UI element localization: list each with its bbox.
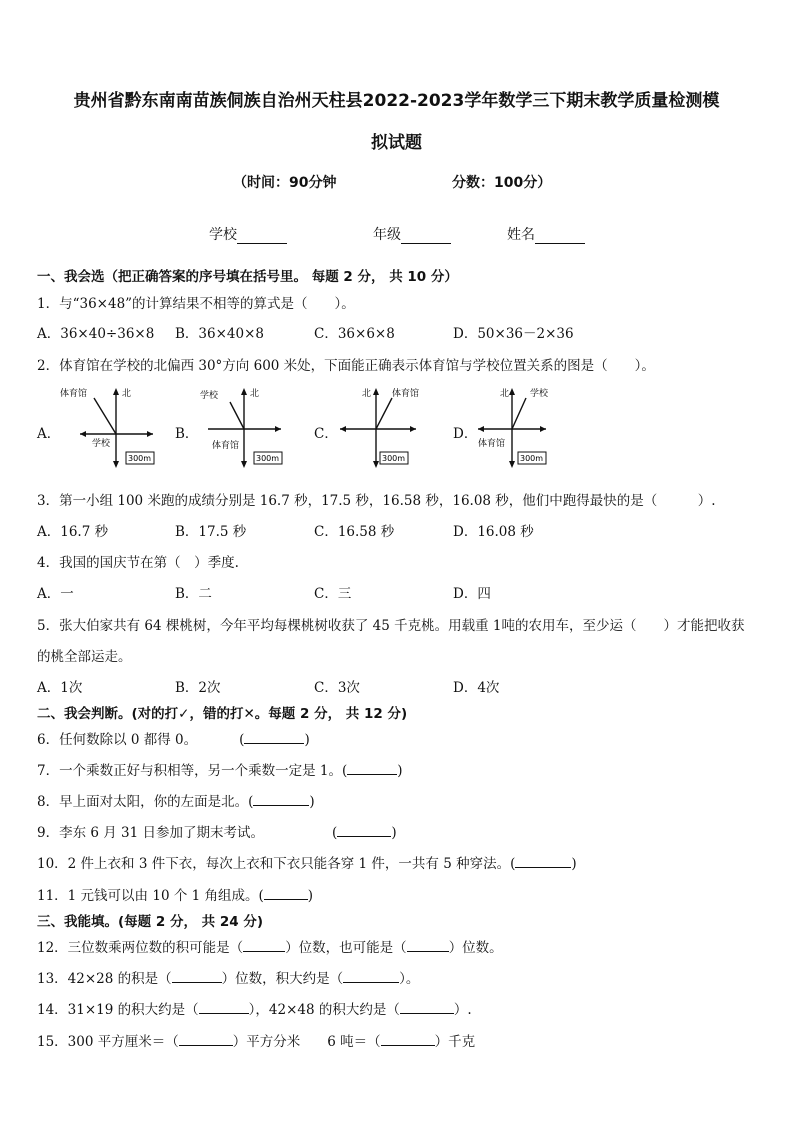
q3-option-d[interactable]: D．16.08 秒 [453, 524, 534, 540]
diagram-a [58, 384, 208, 474]
q2-option-b[interactable]: B． [175, 426, 199, 442]
q3-option-c[interactable]: C．16.58 秒 [314, 524, 395, 540]
q5-option-d[interactable]: D．4次 [453, 680, 500, 696]
section2-heading: 二、我会判断。(对的打✓，错的打✕。每题 2 分， 共 12 分) [37, 706, 408, 722]
exam-score: 分数：100分） [452, 175, 552, 191]
diagram-d [474, 384, 624, 474]
q10-answer-blank[interactable] [515, 854, 571, 868]
q15-blank-2[interactable] [381, 1032, 435, 1046]
diagram-d-label-school: 学校 [530, 389, 549, 399]
q1-option-d[interactable]: D．50×36－2×36 [453, 326, 574, 342]
question-8: 8．早上面对太阳，你的左面是北。( ) [37, 794, 315, 810]
question-3: 3．第一小组 100 米跑的成绩分别是 16.7 秒，17.5 秒，16.58 秒，16.08 秒，他们中跑得最快的是（ ）. [37, 493, 716, 509]
q4-option-a[interactable]: A．一 [37, 586, 74, 602]
diagram-b-label-school: 学校 [200, 391, 219, 401]
q14-blank-2[interactable] [400, 1000, 454, 1014]
diagram-c-label-gym: 体育馆 [392, 389, 420, 399]
q4-option-d[interactable]: D．四 [453, 586, 491, 602]
question-10: 10．2 件上衣和 3 件下衣，每次上衣和下衣只能各穿 1 件，一共有 5 种穿法。( ) [37, 856, 577, 872]
q5-option-a[interactable]: A．1次 [37, 680, 83, 696]
exam-title-line2: 拟试题 [371, 133, 422, 153]
q2-option-d[interactable]: D． [453, 426, 478, 442]
diagram-a-scale: 300m [128, 454, 152, 463]
question-11: 11．1 元钱可以由 10 个 1 角组成。( ) [37, 888, 314, 904]
school-label: 学校 [209, 227, 237, 243]
question-5: 5．张大伯家共有 64 棵桃树，今年平均每棵桃树收获了 45 千克桃。用载重 1吨的农用车，至少运（ ）才能把收获 [37, 618, 745, 634]
section3-heading: 三、我能填。(每题 2 分， 共 24 分) [37, 914, 264, 930]
diagram-c-label-north: 北 [362, 389, 372, 399]
question-13: 13．42×28 的积是（ ）位数，积大约是（ ）。 [37, 971, 420, 987]
q12-blank-1[interactable] [243, 938, 285, 952]
diagram-b-scale: 300m [256, 454, 280, 463]
q3-option-b[interactable]: B．17.5 秒 [175, 524, 247, 540]
q14-blank-1[interactable] [199, 1000, 249, 1014]
q13-blank-1[interactable] [172, 969, 222, 983]
diagram-d-label-gym: 体育馆 [478, 439, 506, 449]
q2-option-a[interactable]: A． [37, 426, 61, 442]
q4-option-c[interactable]: C．三 [314, 586, 352, 602]
diagram-d-label-north: 北 [500, 389, 510, 399]
question-6: 6．任何数除以 0 都得 0。 ( ) [37, 732, 310, 748]
q9-answer-blank[interactable] [337, 823, 391, 837]
diagram-b-label-north: 北 [250, 389, 260, 399]
question-7: 7．一个乘数正好与积相等，另一个乘数一定是 1。( ) [37, 763, 403, 779]
q13-blank-2[interactable] [343, 969, 399, 983]
school-field[interactable] [209, 224, 287, 244]
q12-blank-2[interactable] [407, 938, 449, 952]
question-12: 12．三位数乘两位数的积可能是（ ）位数，也可能是（ ）位数。 [37, 940, 503, 956]
name-field[interactable] [507, 224, 585, 244]
exam-time: （时间：90分钟 [233, 175, 337, 191]
q7-answer-blank[interactable] [347, 761, 397, 775]
diagram-a-label-north: 北 [122, 389, 132, 399]
q15-blank-1[interactable] [179, 1032, 233, 1046]
diagram-b-label-gym: 体育馆 [212, 441, 240, 451]
q5-option-b[interactable]: B．2次 [175, 680, 221, 696]
diagram-c-scale: 300m [382, 454, 406, 463]
q11-answer-blank[interactable] [264, 886, 308, 900]
question-9: 9．李东 6 月 31 日参加了期末考试。 ( ) [37, 825, 397, 841]
diagram-a-label-school: 学校 [92, 439, 111, 449]
question-15: 15．300 平方厘米＝（ ）平方分米 6 吨＝（ ）千克 [37, 1034, 476, 1050]
question-5-cont: 的桃全部运走。 [37, 649, 132, 665]
q8-answer-blank[interactable] [253, 792, 309, 806]
q2-option-c[interactable]: C． [314, 426, 338, 442]
q6-answer-blank[interactable] [244, 730, 304, 744]
diagram-a-label-gym: 体育馆 [60, 389, 88, 399]
q3-option-a[interactable]: A．16.7 秒 [37, 524, 109, 540]
q1-option-c[interactable]: C．36×6×8 [314, 326, 395, 342]
diagram-d-scale: 300m [520, 454, 544, 463]
diagram-b [196, 384, 346, 474]
diagram-c [336, 384, 486, 474]
q1-option-b[interactable]: B．36×40×8 [175, 326, 264, 342]
grade-field[interactable] [373, 224, 451, 244]
exam-title-line1: 贵州省黔东南南苗族侗族自治州天柱县2022-2023学年数学三下期末教学质量检测模 [73, 91, 720, 111]
question-2: 2．体育馆在学校的北偏西 30°方向 600 米处，下面能正确表示体育馆与学校位置关系的图是（ ）。 [37, 358, 655, 374]
question-1: 1．与“36×48”的计算结果不相等的算式是（ ）。 [37, 296, 355, 312]
q4-option-b[interactable]: B．二 [175, 586, 212, 602]
section1-heading: 一、我会选（把正确答案的序号填在括号里。 每题 2 分， 共 10 分） [37, 269, 458, 285]
name-label: 姓名 [507, 227, 535, 243]
question-14: 14．31×19 的积大约是（ ），42×48 的积大约是（ ）. [37, 1002, 472, 1018]
question-4: 4．我国的国庆节在第（ ）季度. [37, 555, 239, 571]
grade-label: 年级 [373, 227, 401, 243]
q1-option-a[interactable]: A．36×40÷36×8 [37, 326, 155, 342]
q5-option-c[interactable]: C．3次 [314, 680, 360, 696]
